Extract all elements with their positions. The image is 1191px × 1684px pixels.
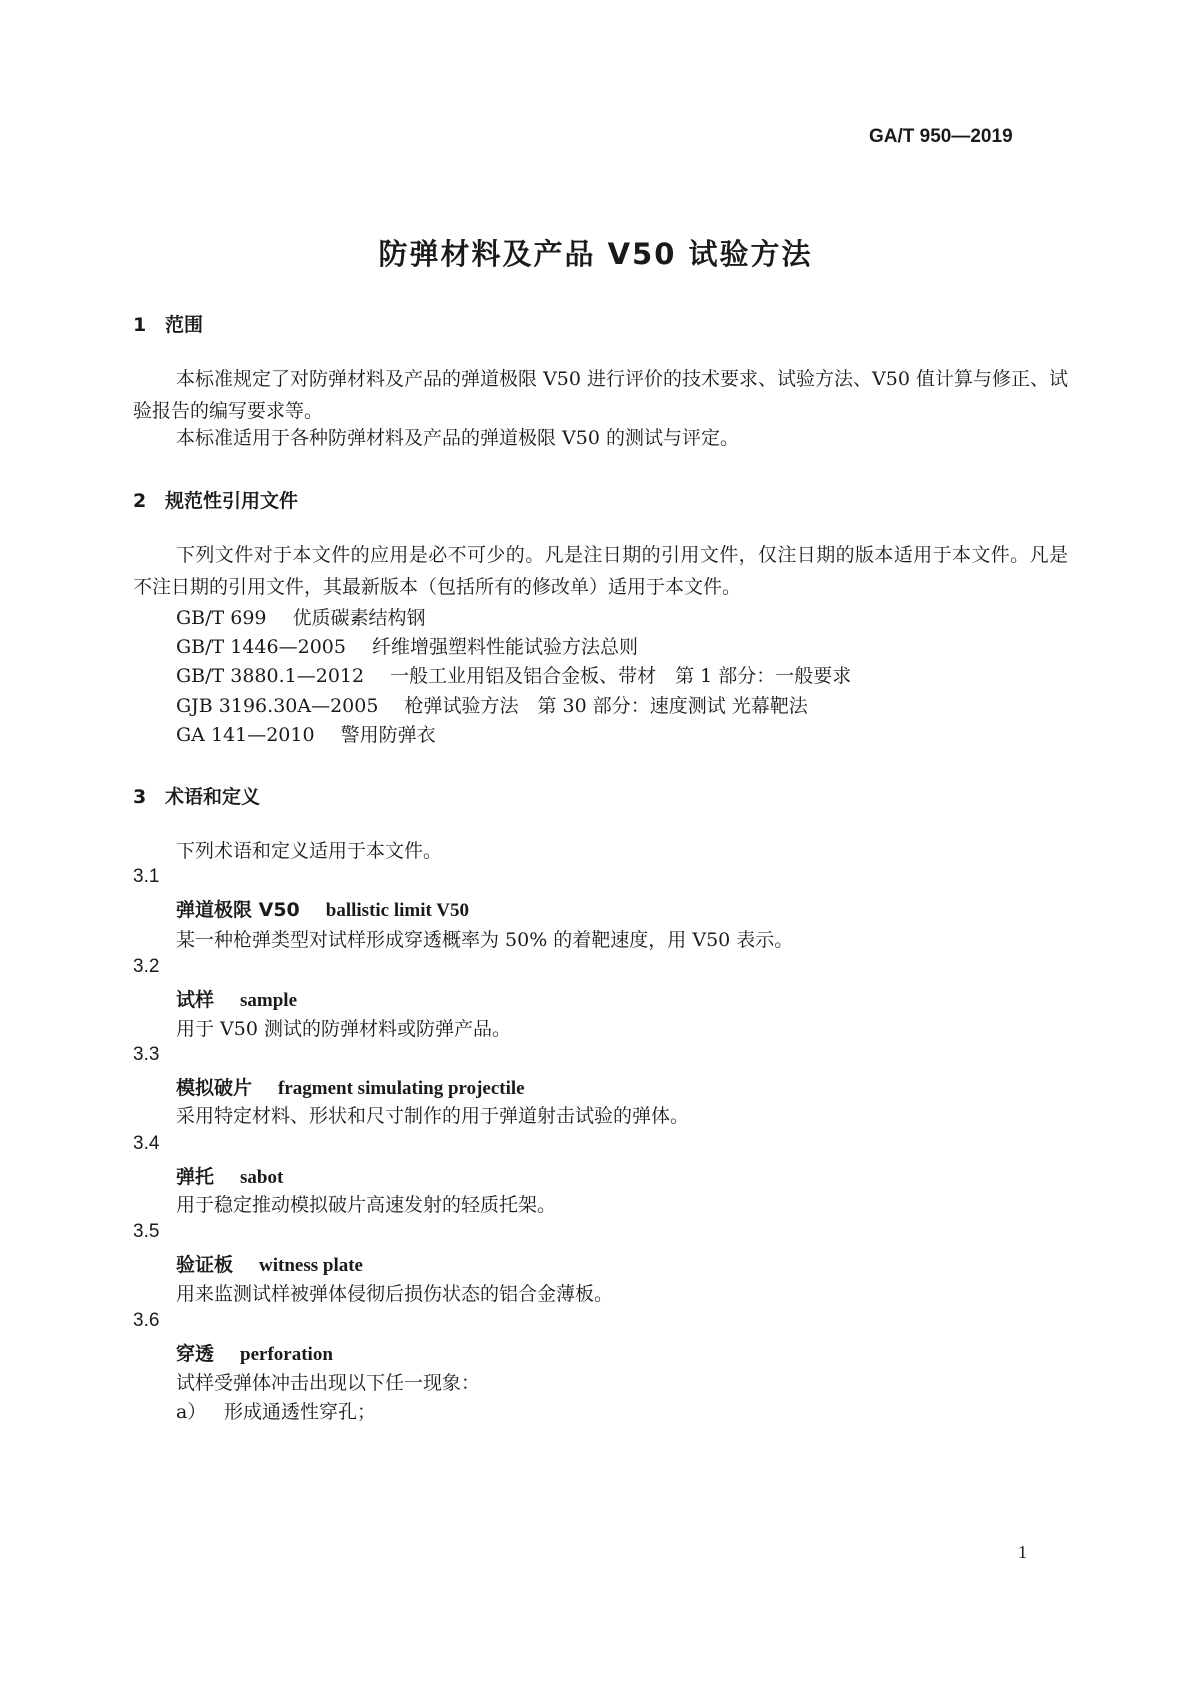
section-number: 2 [133,490,147,512]
term-en: perforation [240,1344,333,1365]
reference-item [176,661,851,688]
reference-item [176,720,436,747]
term-en: fragment simulating projectile [278,1078,525,1099]
term-zh: 模拟破片 [176,1077,253,1099]
list-item [176,1397,376,1424]
term-definition: 用于 V50 测试的防弹材料或防弹产品。 [176,1018,511,1040]
reference-code: GB/T 1446—2005 [176,636,346,658]
term-en: witness plate [259,1255,363,1276]
term-definition: 某一种枪弹类型对试样形成穿透概率为 50% 的着靶速度，用 V50 表示。 [176,929,794,951]
reference-item [176,603,426,630]
terms-intro: 下列术语和定义适用于本文件。 [176,840,443,862]
scope-paragraph-2: 本标准适用于各种防弹材料及产品的弹道极限 V50 的测试与评定。 [176,427,739,449]
reference-name: 优质碳素结构钢 [292,607,426,629]
section-number: 3 [133,786,147,808]
term-en: sabot [240,1167,284,1188]
term-number: 3.4 [133,1133,160,1154]
page-number: 1 [1018,1542,1027,1562]
term-zh: 穿透 [176,1343,215,1365]
term-heading [176,1339,333,1366]
term-zh: 验证板 [176,1254,234,1276]
reference-name: 枪弹试验方法 第 30 部分：速度测试 光幕靶法 [404,695,808,717]
term-number: 3.3 [133,1044,160,1065]
reference-name: 警用防弹衣 [340,724,436,746]
reference-name: 纤维增强塑料性能试验方法总则 [371,636,638,658]
term-zh: 弹托 [176,1166,215,1188]
term-number: 3.5 [133,1221,160,1242]
term-heading [176,1162,283,1189]
term-number: 3.1 [133,866,160,887]
reference-code: GA 141—2010 [176,724,315,746]
section-1-heading [133,310,203,337]
section-3-heading [133,782,260,809]
section-title: 规范性引用文件 [165,490,299,512]
term-heading [176,895,469,922]
term-en: sample [240,990,298,1011]
standard-number: GA/T 950—2019 [869,126,1013,147]
term-definition: 用于稳定推动模拟破片高速发射的轻质托架。 [176,1194,557,1216]
reference-code: GB/T 3880.1—2012 [176,665,365,687]
term-heading [176,985,297,1012]
term-definition: 用来监测试样被弹体侵彻后损伤状态的铝合金薄板。 [176,1283,614,1305]
term-heading [176,1250,363,1277]
section-2-heading [133,486,298,513]
scope-paragraph-1: 本标准规定了对防弹材料及产品的弹道极限 V50 进行评价的技术要求、试验方法、V50 值计算与修正、试验报告的编写要求等。 [133,368,1068,422]
reference-item [176,691,808,718]
list-item-text: 形成通透性穿孔； [224,1401,377,1423]
reference-code: GB/T 699 [176,607,267,629]
term-number: 3.6 [133,1310,160,1331]
term-definition: 试样受弹体冲击出现以下任一现象： [176,1372,481,1394]
references-intro: 下列文件对于本文件的应用是必不可少的。凡是注日期的引用文件，仅注日期的版本适用于本文件。凡是不注日期的引用文件，其最新版本（包括所有的修改单）适用于本文件。 [133,544,1068,598]
term-zh: 弹道极限 V50 [176,899,300,921]
term-heading [176,1073,525,1100]
list-item-label: a） [176,1401,207,1423]
reference-item [176,632,638,659]
section-title: 术语和定义 [165,786,261,808]
section-number: 1 [133,314,147,336]
term-zh: 试样 [176,989,215,1011]
term-definition: 采用特定材料、形状和尺寸制作的用于弹道射击试验的弹体。 [176,1105,690,1127]
section-title: 范围 [165,314,204,336]
document-title: 防弹材料及产品 V50 试验方法 [378,237,813,271]
reference-code: GJB 3196.30A—2005 [176,695,379,717]
term-number: 3.2 [133,956,160,977]
reference-name: 一般工业用铝及铝合金板、带材 第 1 部分：一般要求 [390,665,852,687]
term-en: ballistic limit V50 [325,900,469,921]
